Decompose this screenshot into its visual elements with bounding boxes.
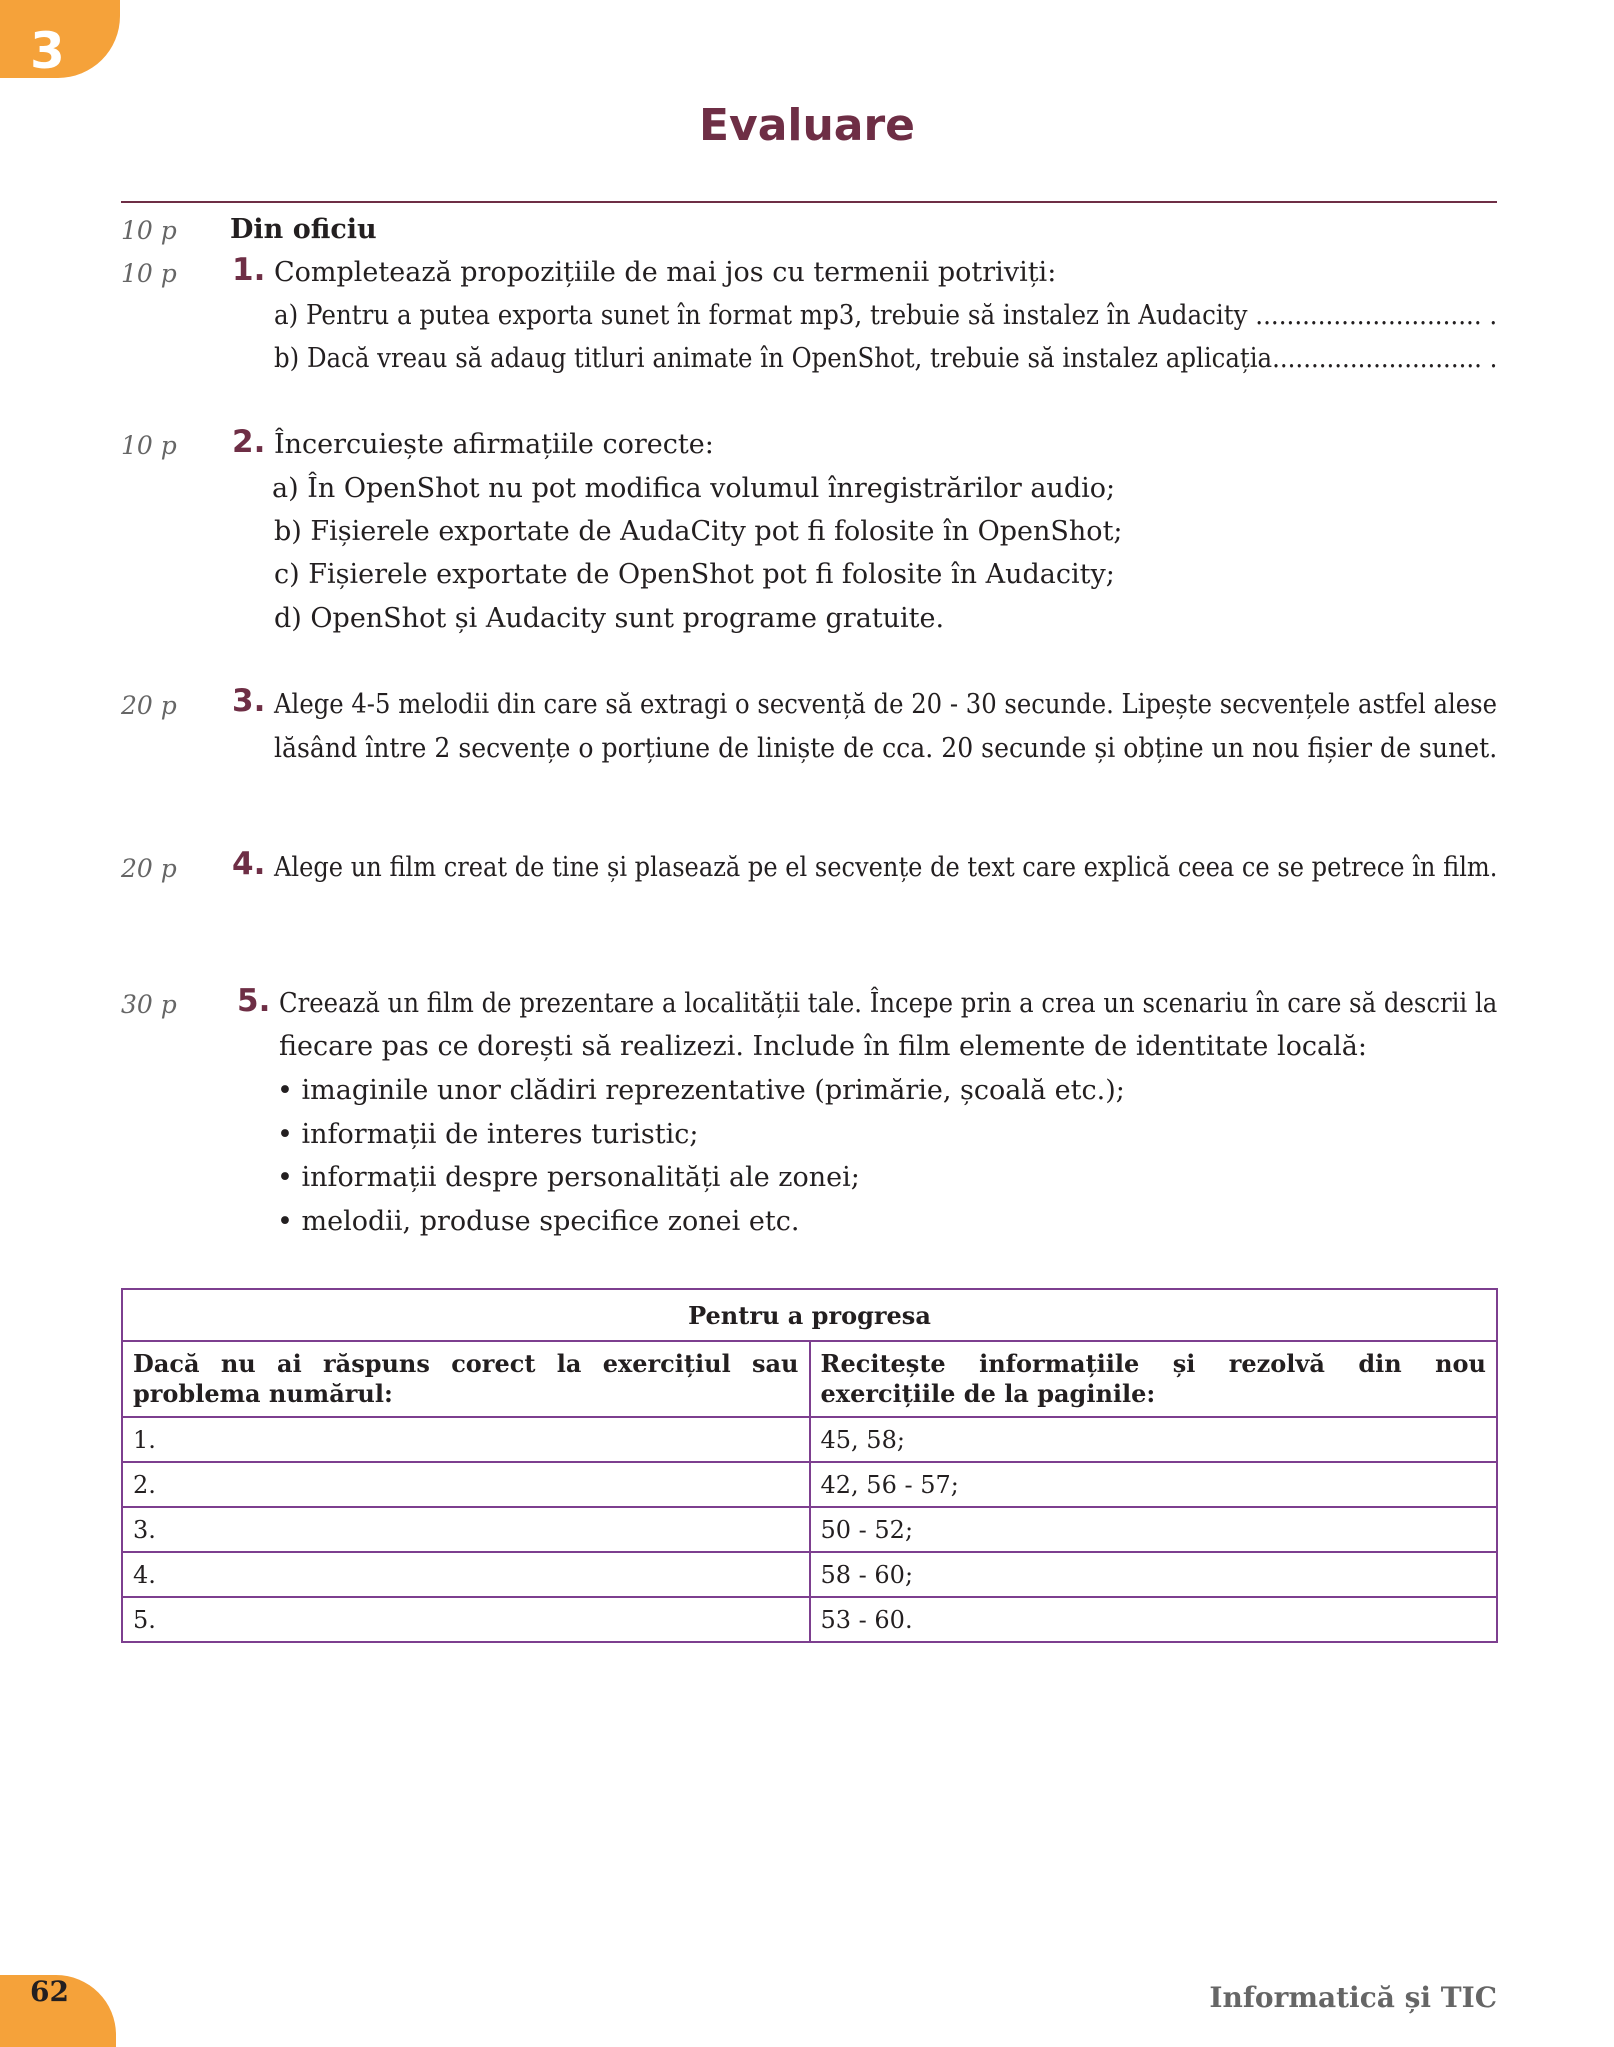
table-cell-pages: 42, 56 - 57; xyxy=(810,1462,1498,1507)
q1-points: 10 p xyxy=(121,259,177,288)
q4-number: 4. xyxy=(232,846,266,882)
table-cell-pages: 45, 58; xyxy=(810,1417,1498,1462)
q5-line-1: Creează un film de prezentare a localității tale. Începe prin a crea un scenariu în care să descrii la xyxy=(279,988,1498,1019)
table-cell-exercise: 3. xyxy=(122,1507,810,1552)
q5-bullet-1: • imaginile unor clădiri reprezentative (primărie, școală etc.); xyxy=(277,1075,1125,1106)
q3-line-1: Alege 4-5 melodii din care să extragi o secvență de 20 - 30 secunde. Lipește secvențele astfel alese xyxy=(274,689,1498,720)
q5-bullet-3: • informații despre personalități ale zonei; xyxy=(277,1162,860,1193)
table-cell-exercise: 4. xyxy=(122,1552,810,1597)
table-cell-exercise: 2. xyxy=(122,1462,810,1507)
q2-item-d: d) OpenShot și Audacity sunt programe gratuite. xyxy=(274,603,945,634)
din-oficiu-label: Din oficiu xyxy=(230,214,377,245)
title-divider xyxy=(121,201,1497,203)
table-row xyxy=(122,1507,1497,1552)
col-exercise-header: Dacă nu ai răspuns corect la exercițiul sau problema numărul: xyxy=(122,1341,810,1417)
q3-line-2: lăsând între 2 secvențe o porțiune de liniște de cca. 20 secunde și obține un nou fișier de sunet. xyxy=(274,733,1498,764)
q3-points: 20 p xyxy=(121,691,177,720)
table-cell-exercise: 1. xyxy=(122,1417,810,1462)
q1-item-b: b) Dacă vreau să adaug titluri animate în OpenShot, trebuie să instalez aplicația........................... . xyxy=(274,343,1498,374)
table-row xyxy=(122,1462,1497,1507)
table-cell-pages: 58 - 60; xyxy=(810,1552,1498,1597)
q3-number: 3. xyxy=(232,683,266,719)
table-row xyxy=(122,1417,1497,1462)
q2-item-a: a) În OpenShot nu pot modifica volumul înregistrărilor audio; xyxy=(272,473,1116,504)
q2-item-b: b) Fișierele exportate de AudaCity pot fi folosite în OpenShot; xyxy=(274,516,1123,547)
q4-points: 20 p xyxy=(121,854,177,883)
col-pages-header: Recitește informațiile și rezolvă din nou exercițiile de la paginile: xyxy=(810,1341,1498,1417)
progress-table xyxy=(121,1288,1498,1643)
q5-points: 30 p xyxy=(121,990,177,1019)
table-cell-exercise: 5. xyxy=(122,1597,810,1642)
q2-points: 10 p xyxy=(121,431,177,460)
q2-item-c: c) Fișierele exportate de OpenShot pot fi folosite în Audacity; xyxy=(274,559,1115,590)
table-row xyxy=(122,1552,1497,1597)
table-row xyxy=(122,1597,1497,1642)
table-cell-pages: 50 - 52; xyxy=(810,1507,1498,1552)
page-number: 62 xyxy=(30,1975,69,2008)
chapter-number: 3 xyxy=(30,22,65,80)
q1-prompt: Completează propozițiile de mai jos cu termenii potriviți: xyxy=(274,257,1057,288)
q2-number: 2. xyxy=(232,424,266,460)
progress-table-title: Pentru a progresa xyxy=(122,1289,1497,1341)
book-title: Informatică și TIC xyxy=(1209,1981,1497,2014)
q5-number: 5. xyxy=(237,983,271,1019)
q2-prompt: Încercuiește afirmațiile corecte: xyxy=(274,429,714,460)
progress-table-header-row xyxy=(122,1341,1497,1417)
page-title: Evaluare xyxy=(698,100,916,151)
q5-line-2: fiecare pas ce dorești să realizezi. Include în film elemente de identitate locală: xyxy=(279,1031,1367,1062)
q4-text: Alege un film creat de tine și plasează pe el secvențe de text care explică ceea ce se petrece în film. xyxy=(274,852,1498,883)
q5-bullet-4: • melodii, produse specifice zonei etc. xyxy=(277,1206,800,1237)
q1-item-a: a) Pentru a putea exporta sunet în format mp3, trebuie să instalez în Audacity ............................. . xyxy=(274,300,1498,331)
q5-bullet-2: • informații de interes turistic; xyxy=(277,1119,699,1150)
q1-number: 1. xyxy=(232,252,266,288)
table-cell-pages: 53 - 60. xyxy=(810,1597,1498,1642)
din-oficiu-points: 10 p xyxy=(121,216,177,245)
